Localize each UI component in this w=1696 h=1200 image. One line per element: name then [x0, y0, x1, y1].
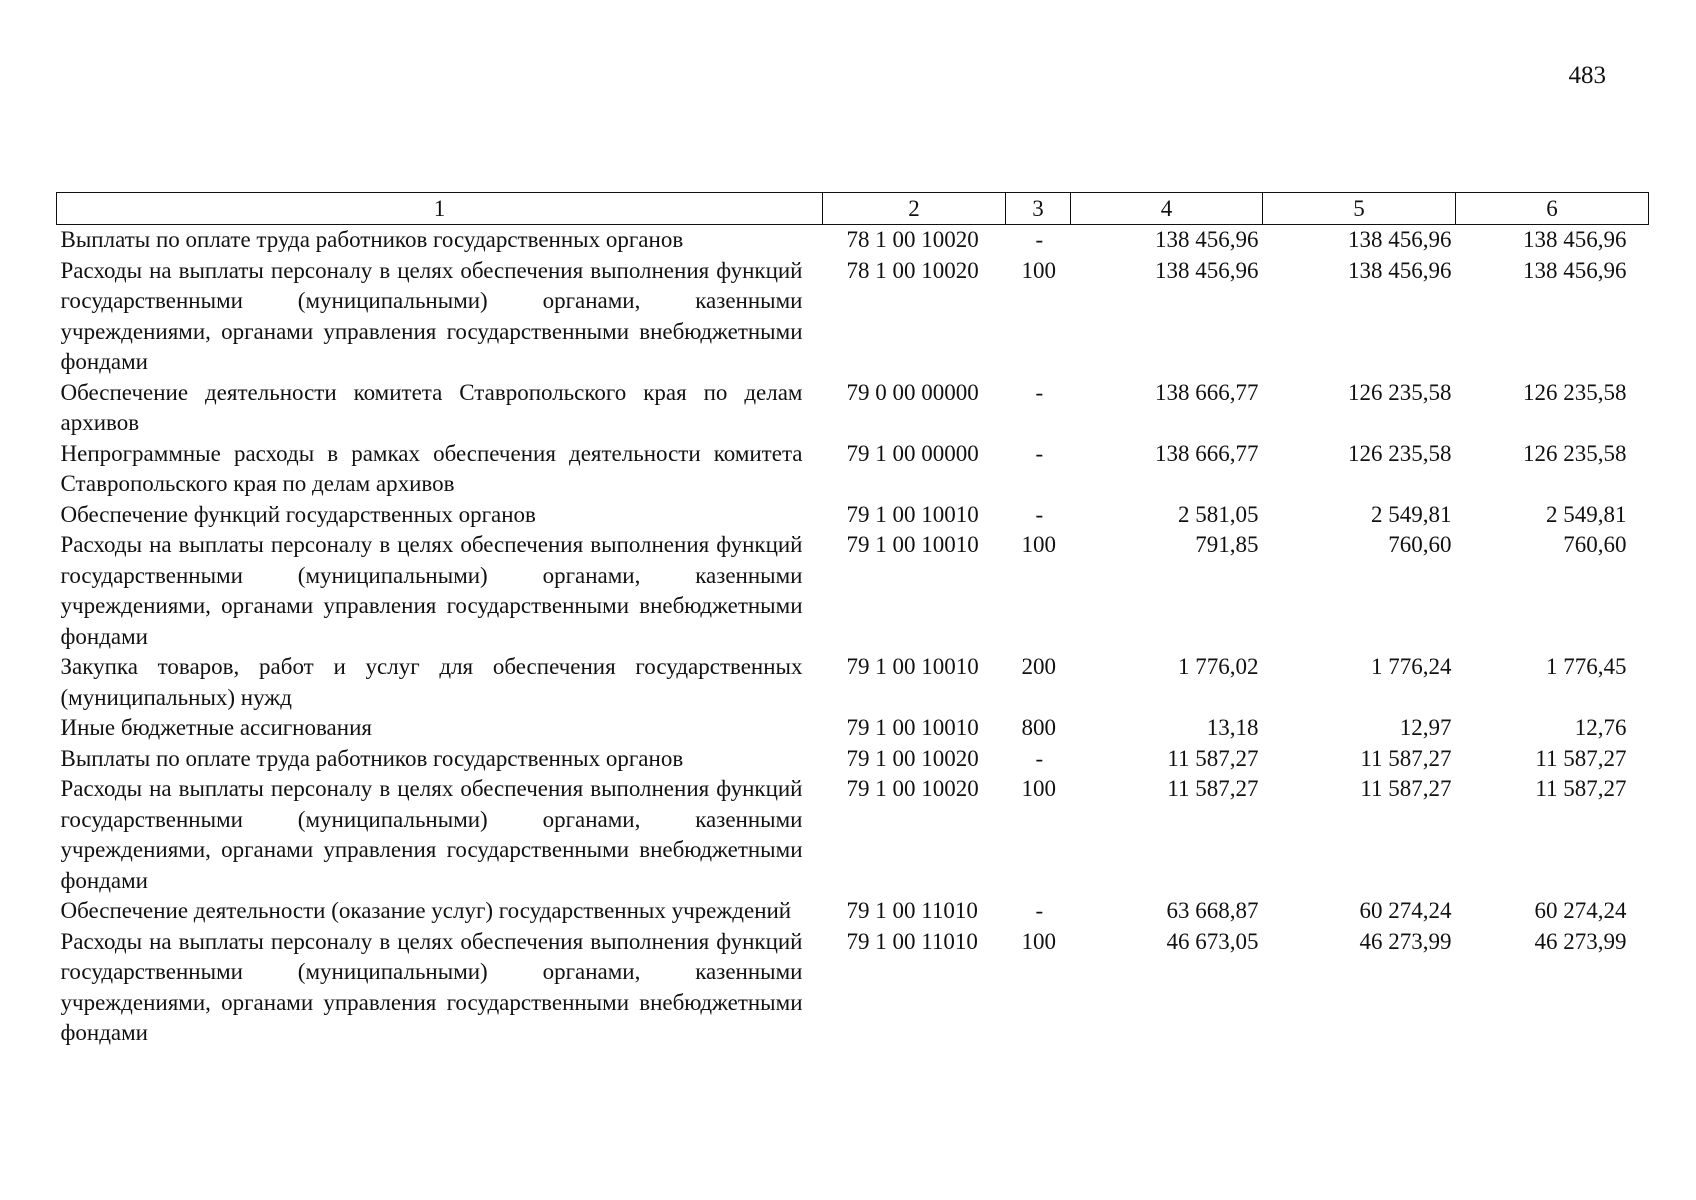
- row-name: Выплаты по оплате труда работников государственных органов: [60, 745, 684, 771]
- row-code: 78 1 00 10020: [846, 227, 979, 252]
- row-code: 79 1 00 00000: [846, 440, 979, 466]
- row-kvr: 100: [1021, 928, 1056, 954]
- row-code: 79 1 00 10010: [846, 501, 979, 527]
- row-amount-year2: 126 235,58: [1348, 440, 1452, 466]
- row-code: 79 1 00 11010: [846, 928, 978, 954]
- header-cell-year1: 4: [1071, 193, 1263, 225]
- row-amount-year2: 126 235,58: [1348, 379, 1452, 405]
- row-code: 79 1 00 10010: [846, 532, 979, 557]
- table-row: [57, 774, 1649, 896]
- row-amount-year1: 138 666,77: [1155, 379, 1259, 405]
- table-header: [57, 193, 1649, 225]
- row-name: Расходы на выплаты персоналу в целях обеспечения выполнения функций государственными (муниципальными) органами, казенными учреждениями, органами управления государственными внебюджетными фондами: [60, 257, 803, 374]
- row-amount-year3: 12,76: [1574, 715, 1627, 740]
- budget-table: [56, 192, 1649, 1049]
- row-amount-year3: 126 235,58: [1523, 379, 1627, 405]
- table-body: [57, 225, 1649, 1049]
- row-kvr: 200: [1021, 654, 1056, 679]
- row-amount-year1: 13,18: [1206, 715, 1259, 740]
- table-row: [57, 896, 1649, 927]
- page-number: 483: [1568, 62, 1606, 89]
- row-name: Закупка товаров, работ и услуг для обеспечения государственных (муниципальных) нужд: [60, 654, 803, 710]
- row-amount-year1: 11 587,27: [1167, 776, 1259, 801]
- row-amount-year1: 46 673,05: [1166, 928, 1259, 954]
- row-kvr: 100: [1021, 257, 1056, 283]
- table-row: [57, 225, 1649, 256]
- row-amount-year1: 138 456,96: [1155, 227, 1259, 252]
- row-kvr: -: [1035, 379, 1044, 405]
- row-kvr: -: [1035, 501, 1044, 527]
- table-row: [57, 256, 1649, 378]
- row-name: Непрограммные расходы в рамках обеспечения деятельности комитета Ставропольского края по делам архивов: [60, 440, 803, 496]
- row-amount-year1: 63 668,87: [1166, 898, 1259, 923]
- row-kvr: 100: [1021, 532, 1056, 557]
- row-amount-year1: 791,85: [1195, 532, 1259, 557]
- row-amount-year3: 138 456,96: [1523, 257, 1627, 283]
- row-amount-year3: 1 776,45: [1546, 654, 1627, 679]
- row-amount-year2: 11 587,27: [1360, 776, 1452, 801]
- row-name: Расходы на выплаты персоналу в целях обеспечения выполнения функций государственными (муниципальными) органами, казенными учреждениями, органами управления государственными внебюджетными фондами: [60, 776, 803, 893]
- row-kvr: -: [1035, 898, 1044, 923]
- row-amount-year2: 2 549,81: [1371, 501, 1452, 527]
- row-amount-year2: 11 587,27: [1360, 745, 1452, 771]
- header-cell-kvr: 3: [1006, 193, 1071, 225]
- row-amount-year3: 11 587,27: [1535, 776, 1627, 801]
- row-amount-year1: 138 456,96: [1155, 257, 1259, 283]
- row-kvr: 100: [1021, 776, 1056, 801]
- row-amount-year2: 1 776,24: [1371, 654, 1452, 679]
- row-amount-year3: 138 456,96: [1523, 227, 1627, 252]
- row-amount-year3: 2 549,81: [1546, 501, 1627, 527]
- row-amount-year3: 760,60: [1563, 532, 1627, 557]
- table-row: [57, 713, 1649, 744]
- row-name: Обеспечение деятельности комитета Ставропольского края по делам архивов: [60, 379, 803, 435]
- row-amount-year1: 2 581,05: [1178, 501, 1259, 527]
- row-amount-year2: 60 274,24: [1359, 898, 1452, 923]
- row-amount-year1: 11 587,27: [1167, 745, 1259, 771]
- row-kvr: -: [1035, 227, 1044, 252]
- table-row: [57, 378, 1649, 439]
- table-row: [57, 652, 1649, 713]
- row-amount-year2: 138 456,96: [1348, 227, 1452, 252]
- row-amount-year3: 126 235,58: [1523, 440, 1627, 466]
- row-code: 79 1 00 10020: [846, 745, 979, 771]
- row-amount-year2: 760,60: [1388, 532, 1452, 557]
- row-kvr: -: [1035, 745, 1044, 771]
- row-kvr: 800: [1021, 715, 1056, 740]
- table-row: [57, 927, 1649, 1049]
- row-amount-year1: 138 666,77: [1155, 440, 1259, 466]
- row-amount-year2: 46 273,99: [1359, 928, 1452, 954]
- table-row: [57, 744, 1649, 775]
- row-code: 79 0 00 00000: [846, 379, 979, 405]
- row-code: 79 1 00 10020: [846, 776, 979, 801]
- row-name: Расходы на выплаты персоналу в целях обеспечения выполнения функций государственными (муниципальными) органами, казенными учреждениями, органами управления государственными внебюджетными фондами: [60, 532, 803, 649]
- row-amount-year1: 1 776,02: [1178, 654, 1259, 679]
- table-row: [57, 500, 1649, 531]
- row-name: Иные бюджетные ассигнования: [60, 715, 372, 740]
- header-row: [57, 193, 1649, 225]
- row-name: Обеспечение деятельности (оказание услуг) государственных учреждений: [60, 898, 792, 923]
- table-row: [57, 530, 1649, 652]
- header-cell-code: 2: [823, 193, 1006, 225]
- row-amount-year2: 12,97: [1399, 715, 1452, 740]
- row-amount-year3: 11 587,27: [1535, 745, 1627, 771]
- row-amount-year3: 60 274,24: [1534, 898, 1627, 923]
- row-amount-year2: 138 456,96: [1348, 257, 1452, 283]
- row-name: Обеспечение функций государственных органов: [60, 501, 536, 527]
- row-name: Расходы на выплаты персоналу в целях обеспечения выполнения функций государственными (муниципальными) органами, казенными учреждениями, органами управления государственными внебюджетными фондами: [60, 928, 803, 1045]
- row-amount-year3: 46 273,99: [1534, 928, 1627, 954]
- row-code: 79 1 00 11010: [846, 898, 978, 923]
- header-cell-year3: 6: [1456, 193, 1649, 225]
- row-code: 79 1 00 10010: [846, 654, 979, 679]
- row-kvr: -: [1035, 440, 1044, 466]
- table-row: [57, 439, 1649, 500]
- header-cell-year2: 5: [1263, 193, 1456, 225]
- row-code: 78 1 00 10020: [846, 257, 979, 283]
- row-code: 79 1 00 10010: [846, 715, 979, 740]
- header-cell-name: 1: [57, 193, 823, 225]
- row-name: Выплаты по оплате труда работников государственных органов: [60, 227, 684, 252]
